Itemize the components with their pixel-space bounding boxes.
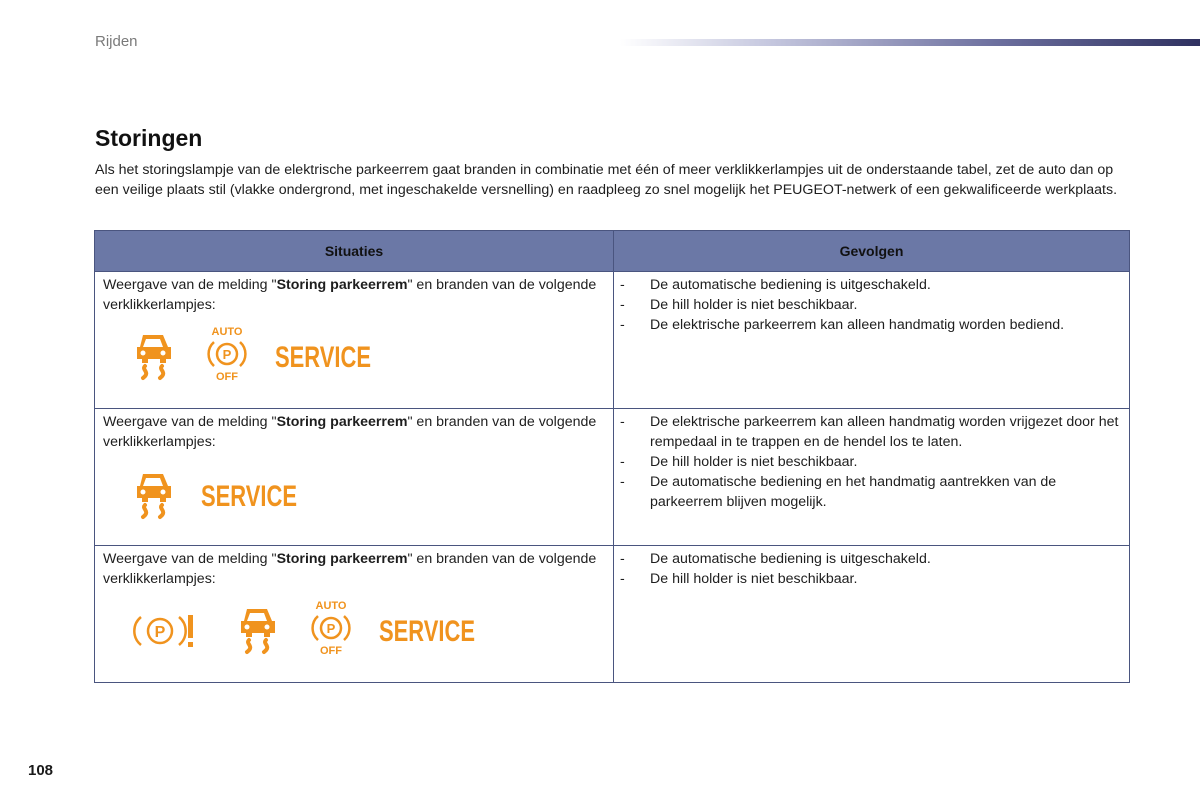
situation-cell [95, 546, 614, 683]
situation-text: Weergave van de melding "Storing parkeerrem" en branden van de volgende verklikkerlampjes: [103, 551, 597, 587]
page-number: 108 [28, 762, 54, 779]
skid-warning-icon [129, 331, 179, 381]
skid-warning-icon [233, 605, 283, 655]
intro-paragraph: Als het storingslampje van de elektrische parkeerrem gaat branden in combinatie met één of meer verklikkerlampjes uit de onderstaande tabel, zet de auto dan op een veilige plaats stil (vlakke ondergrond, met ingeschakelde versnelling) en raadpleeg zo snel mogelijk het PEUGEOT-netwerk of een gekwalificeerde werkplaats. [95, 162, 1118, 198]
table-row [95, 272, 1130, 409]
column-header-gevolgen: Gevolgen [614, 231, 1130, 272]
list-item: - De elektrische parkeerrem kan alleen handmatig worden vrijgezet door het rempedaal in te trappen en de hendel los te laten. [620, 414, 1119, 450]
svg-text:P: P [154, 624, 166, 641]
service-icon [275, 339, 375, 374]
svg-text:SERVICE: SERVICE [379, 615, 475, 648]
skid-warning-icon [129, 470, 179, 520]
list-item: - De hill holder is niet beschikbaar. [620, 297, 858, 313]
list-item: - De elektrische parkeerrem kan alleen handmatig worden bediend. [620, 317, 1065, 333]
svg-text:SERVICE: SERVICE [275, 341, 371, 374]
table-header-row [95, 231, 1130, 272]
consequence-list [620, 549, 1121, 589]
list-item: - De automatische bediening is uitgeschakeld. [620, 551, 931, 567]
svg-text:OFF: OFF [216, 371, 238, 383]
svg-text:SERVICE: SERVICE [201, 480, 297, 513]
service-icon [201, 478, 301, 513]
warning-lamps [103, 325, 605, 395]
svg-text:P: P [326, 621, 336, 636]
message-name: Storing parkeerrem [276, 551, 408, 567]
list-item: - De automatische bediening is uitgeschakeld. [620, 277, 931, 293]
section-label: Rijden [95, 33, 138, 50]
page-title: Storingen [95, 125, 203, 151]
parking-brake-fault-icon [133, 611, 199, 651]
situation-text: Weergave van de melding "Storing parkeerrem" en branden van de volgende verklikkerlampjes: [103, 277, 597, 313]
message-name: Storing parkeerrem [276, 414, 408, 430]
table-row [95, 409, 1130, 546]
list-item: - De hill holder is niet beschikbaar. [620, 454, 858, 470]
warning-lamps [103, 599, 605, 669]
consequence-list [620, 275, 1121, 335]
warning-lamps [103, 462, 605, 532]
situation-text: Weergave van de melding "Storing parkeerrem" en branden van de volgende verklikkerlampjes: [103, 414, 597, 450]
situation-cell [95, 409, 614, 546]
consequence-list [620, 412, 1121, 512]
faults-table [94, 230, 1130, 683]
situation-cell [95, 272, 614, 409]
service-icon [379, 613, 479, 648]
svg-text:AUTO: AUTO [211, 326, 243, 338]
list-item: - De hill holder is niet beschikbaar. [620, 571, 858, 587]
column-header-situaties: Situaties [95, 231, 614, 272]
consequence-cell [614, 272, 1130, 409]
consequence-cell [614, 546, 1130, 683]
auto-p-off-icon [205, 325, 249, 381]
header-accent-bar [620, 39, 1200, 46]
message-name: Storing parkeerrem [276, 277, 408, 293]
table-row [95, 546, 1130, 683]
auto-p-off-icon [309, 599, 353, 655]
svg-text:AUTO: AUTO [315, 600, 347, 612]
consequence-cell [614, 409, 1130, 546]
svg-text:P: P [222, 347, 232, 362]
list-item: - De automatische bediening en het handmatig aantrekken van de parkeerrem blijven mogelijk. [620, 474, 1057, 510]
svg-text:OFF: OFF [320, 645, 342, 657]
